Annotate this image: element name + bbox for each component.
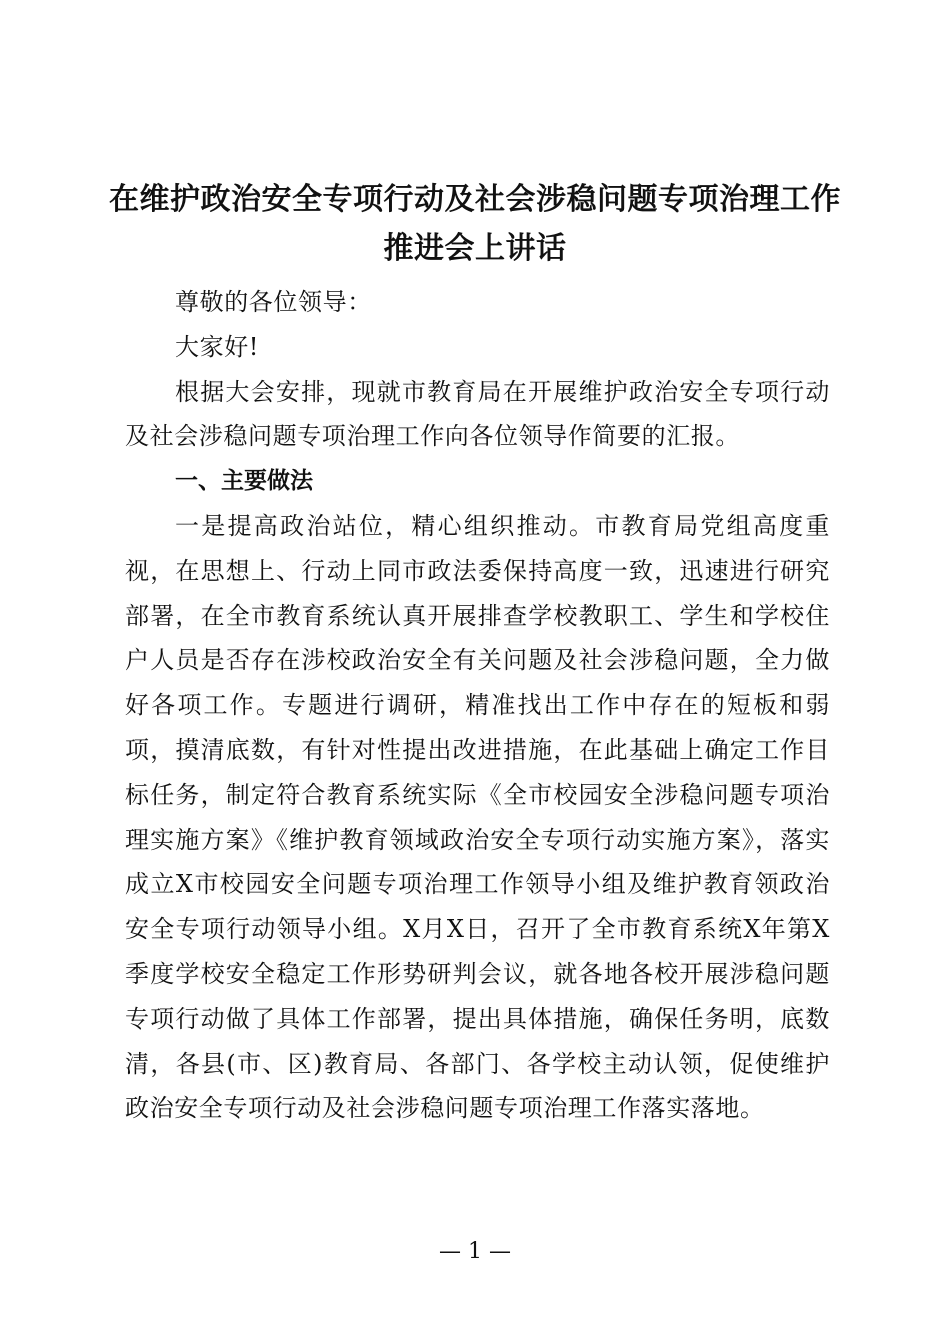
document-title-line-2: 推进会上讲话 [383, 231, 567, 266]
document-title-line-1: 在维护政治安全专项行动及社会涉稳问题专项治理工作 [109, 182, 841, 217]
document-body [125, 280, 830, 1131]
page-number: — 1 — [439, 1239, 511, 1264]
section-heading: 一、主要做法 [175, 468, 313, 495]
body-paragraph: 一是提高政治站位，精心组织推动。市教育局党组高度重视，在思想上、行动上同市政法委保持高度一致，迅速进行研究部署，在全市教育系统认真开展排查学校教职工、学生和学校住户人员是否存在涉校政治安全有关问题及社会涉稳问题，全力做好各项工作。专题进行调研，精准找出工作中存在的短板和弱项，摸清底数，有针对性提出改进措施，在此基础上确定工作目标任务，制定符合教育系统实际《全市校园安全涉稳问题专项治理实施方案》《维护教育领域政治安全专项行动实施方案》，落实成立X市校园安全问题专项治理工作领导小组及维护教育领政治安全专项行动领导小组。X月X日，召开了全市教育系统X年第X季度学校安全稳定工作形势研判会议，就各地各校开展涉稳问题专项行动做了具体工作部署，提出具体措施，确保任务明，底数清，各县(市、区)教育局、各部门、各学校主动认领，促使维护政治安全专项行动及社会涉稳问题专项治理工作落实落地。 [125, 511, 830, 1123]
salutation: 尊敬的各位领导： [175, 288, 372, 316]
intro-paragraph: 根据大会安排，现就市教育局在开展维护政治安全专项行动及社会涉稳问题专项治理工作向各位领导作简要的汇报。 [125, 377, 830, 451]
greeting: 大家好! [175, 332, 260, 361]
